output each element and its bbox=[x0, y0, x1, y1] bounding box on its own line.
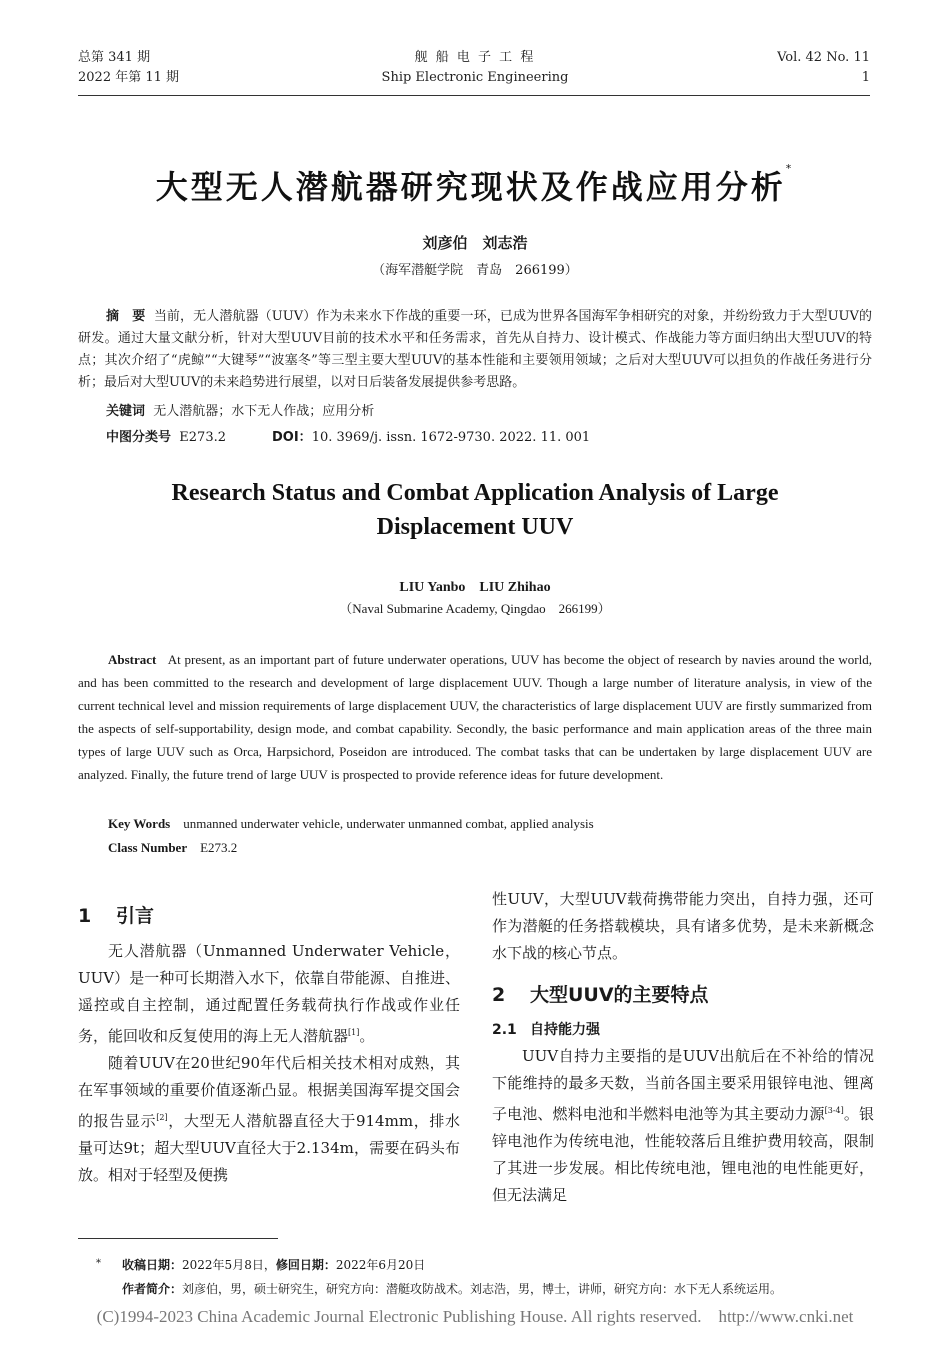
authors-en: LIU Yanbo LIU Zhihao bbox=[399, 580, 551, 595]
abstract-zh-text: 当前，无人潜航器（UUV）作为未来水下作战的重要一环，已成为世界各国海军争相研究的对象，并纷纷致力于大型UUV的研发。通过大量文献分析，针对大型UUV目前的技术水平和任务需求，首先从自持力、设计模式、作战能力等方面归纳出大型UUV的特点；其次介绍了“虎鲸”“大键琴”“波塞冬”等三型主要大型UUV的基本性能和主要领用领域；之后对大型UUV可以担负的作战任务进行分析；最后对大型UUV的未来趋势进行展望，以对日后装备发展提供参考思路。 bbox=[78, 309, 872, 390]
received-date: 2022年5月8日， bbox=[182, 1258, 276, 1272]
affiliation-en: （Naval Submarine Academy, Qingdao 266199） bbox=[339, 601, 611, 616]
keywords-en bbox=[108, 816, 594, 832]
doi-label: DOI： bbox=[272, 430, 312, 445]
keywords-zh-label: 关键词 bbox=[106, 404, 146, 419]
class-zh-label: 中图分类号 bbox=[106, 430, 172, 445]
title-zh-text: 大型无人潜航器研究现状及作战应用分析 bbox=[155, 168, 786, 206]
revised-date: 2022年6月20日 bbox=[335, 1258, 426, 1272]
doi-value: 10. 3969/j. issn. 1672-9730. 2022. 11. 001 bbox=[311, 430, 591, 445]
keywords-en-text: unmanned underwater vehicle, underwater unmanned combat, applied analysis bbox=[183, 816, 594, 831]
footnote-rule bbox=[78, 1238, 278, 1239]
title-en bbox=[80, 476, 870, 544]
abstract-zh bbox=[78, 306, 872, 394]
classification-zh bbox=[106, 426, 590, 445]
classification-en bbox=[108, 840, 237, 856]
affiliation-zh: （海军潜艇学院 青岛 266199） bbox=[372, 263, 578, 278]
class-en-value: E273.2 bbox=[200, 840, 238, 855]
title-footnote-mark: * bbox=[785, 162, 795, 175]
paragraph-text: ，大型无人潜航器直径大于914mm，排水量可达9t；超大型UUV直径大于2.134m，需要在码头布放。相对于轻型及便携 bbox=[78, 1112, 460, 1184]
citation: [1] bbox=[348, 1028, 360, 1037]
paragraph-text: 。 bbox=[359, 1027, 375, 1045]
copyright-watermark: (C)1994-2023 China Academic Journal Electronic Publishing House. All rights reserved. http://www.cnki.net bbox=[96, 1307, 854, 1326]
title-en-line1: Research Status and Combat Application Analysis of Large bbox=[171, 480, 779, 506]
class-zh-value: E273.2 bbox=[179, 430, 226, 445]
citation: [3-4] bbox=[824, 1106, 844, 1115]
paragraph bbox=[78, 1050, 460, 1189]
title-en-line2: Displacement UUV bbox=[376, 514, 574, 540]
abstract-en-text: At present, as an important part of future underwater operations, UUV has become the object of research by navies around the world, and has been committed to the research and development of large displacement UUV. Though a large number of literature analysis, in view of the current technical level and mission requirements of large displacement UUV, the characteristics of large displacement UUV are firstly summarized from the aspects of self-supportability, design mode, and combat capability. Secondly, the basic performance and main application areas of the three main types of large UUV such as Orca, Harpsichord, Poseidon are introduced. The combat tasks that can be undertaken by large displacement UUV are analyzed. Finally, the future trend of large UUV is prospected to provide reference ideas for future development. bbox=[78, 652, 872, 782]
keywords-zh bbox=[106, 400, 374, 419]
subsection-2-1-number: 2.1 bbox=[492, 1022, 517, 1038]
subsection-2-1-heading bbox=[492, 1017, 874, 1043]
journal-name-en: Ship Electronic Engineering bbox=[381, 70, 569, 85]
class-en-label: Class Number bbox=[108, 840, 188, 855]
section-1-number: 1 bbox=[78, 905, 92, 927]
authors-zh: 刘彦伯 刘志浩 bbox=[422, 234, 528, 252]
journal-name-zh: 舰 船 电 子 工 程 bbox=[414, 50, 536, 65]
paragraph-text: 无人潜航器（Unmanned Underwater Vehicle，UUV）是一种可长期潜入水下，依靠自带能源、自推进、遥控或自主控制，通过配置任务载荷执行作战或作业任务，能回收和反复使用的海上无人潜航器 bbox=[78, 942, 460, 1045]
bio-label: 作者简介： bbox=[122, 1282, 183, 1296]
body-column-left bbox=[78, 898, 460, 1189]
abstract-en-label: Abstract bbox=[108, 652, 157, 667]
paragraph-continued: 性UUV，大型UUV载荷携带能力突出，自持力强，还可作为潜艇的任务搭载模块，具有诸多优势，是未来新概念水下战的核心节点。 bbox=[492, 890, 874, 962]
issue-total: 总第 341 期 bbox=[78, 50, 151, 65]
issue-year: 2022 年第 11 期 bbox=[78, 70, 180, 85]
paragraph bbox=[492, 1043, 874, 1209]
footnote-author-bio bbox=[122, 1280, 782, 1298]
section-1-heading bbox=[78, 898, 460, 934]
section-2-number: 2 bbox=[492, 984, 506, 1006]
citation: [2] bbox=[156, 1113, 168, 1122]
title-zh bbox=[0, 162, 950, 208]
section-2-heading bbox=[492, 977, 874, 1013]
volume-number: Vol. 42 No. 11 bbox=[777, 50, 870, 65]
header-rule bbox=[78, 95, 870, 96]
paragraph-text: 随着UUV在20世纪90年代后相关技术相对成熟，其在军事领域的重要价值逐渐凸显。根据美国海军提交国会的报告显示 bbox=[78, 1054, 460, 1130]
keywords-en-label: Key Words bbox=[108, 816, 171, 831]
keywords-zh-text: 无人潜航器；水下无人作战；应用分析 bbox=[153, 404, 375, 419]
revised-label: 修回日期： bbox=[275, 1258, 336, 1272]
paragraph bbox=[78, 938, 460, 1050]
abstract-zh-label: 摘 要 bbox=[106, 309, 146, 324]
footnote-mark: * bbox=[96, 1258, 101, 1269]
body-column-right bbox=[492, 886, 874, 1209]
section-2-title: 大型UUV的主要特点 bbox=[530, 984, 709, 1006]
volume-info bbox=[777, 48, 870, 88]
paragraph-text: 。银锌电池作为传统电池，性能较落后且维护费用较高，限制了其进一步发展。相比传统电池，锂电池的电性能更好，但无法满足 bbox=[492, 1105, 874, 1204]
page-number: 1 bbox=[861, 70, 870, 85]
subsection-2-1-title: 自持能力强 bbox=[530, 1022, 600, 1038]
section-1-title: 引言 bbox=[116, 905, 155, 927]
paragraph-text: UUV自持力主要指的是UUV出航后在不补给的情况下能维持的最多天数，当前各国主要采用银锌电池、锂离子电池、燃料电池和半燃料电池等为其主要动力源 bbox=[492, 1047, 874, 1123]
abstract-en bbox=[78, 648, 872, 786]
bio-text: 刘彦伯，男，硕士研究生，研究方向：潜艇攻防战术。刘志浩，男，博士，讲师，研究方向：水下无人系统运用。 bbox=[182, 1282, 783, 1296]
received-label: 收稿日期： bbox=[122, 1258, 183, 1272]
footnote-dates bbox=[122, 1256, 425, 1274]
